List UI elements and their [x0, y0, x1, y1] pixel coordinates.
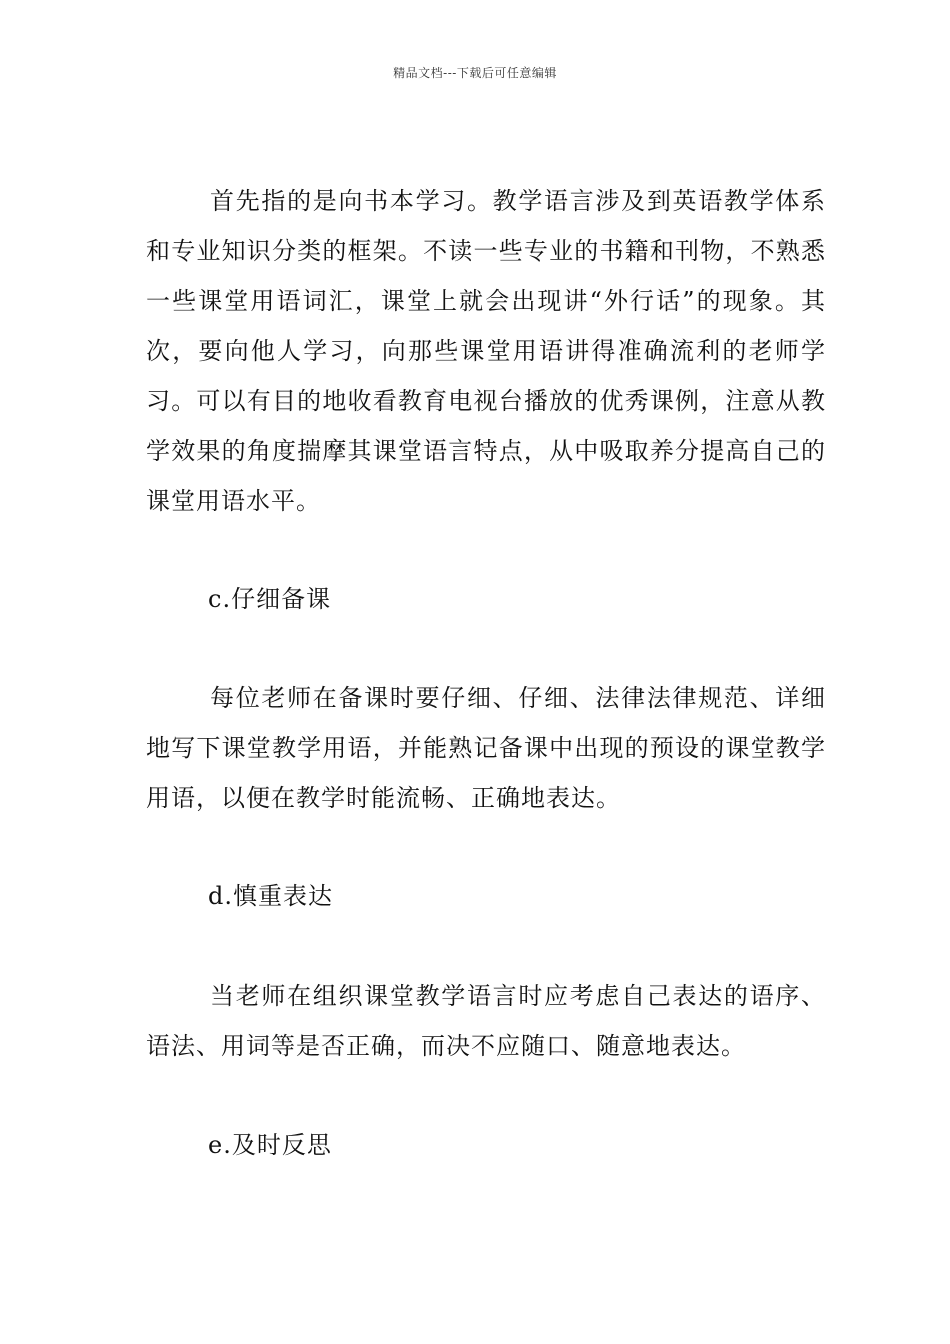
page-header-watermark: 精品文档---下载后可任意编辑: [393, 66, 557, 80]
paragraph-expression: 当老师在组织课堂教学语言时应考虑自己表达的语序、语法、用词等是否正确，而决不应随口、随意地表达。: [146, 982, 826, 1060]
section-heading-careful-expression: d.慎重表达: [208, 882, 333, 910]
paragraph-lesson-preparation: 每位老师在备课时要仔细、仔细、法律法律规范、详细地写下课堂教学用语，并能熟记备课中出现的预设的课堂教学用语，以便在教学时能流畅、正确地表达。: [146, 684, 826, 812]
section-heading-careful-preparation: c.仔细备课: [208, 585, 332, 613]
paragraph-learn-from-books: 首先指的是向书本学习。教学语言涉及到英语教学体系和专业知识分类的框架。不读一些专业的书籍和刊物，不熟悉一些课堂用语词汇，课堂上就会出现讲“外行话”的现象。其次，要向他人学习，向那些课堂用语讲得准确流利的老师学习。可以有目的地收看教育电视台播放的优秀课例，注意从教学效果的角度揣摩其课堂语言特点，从中吸取养分提高自己的课堂用语水平。: [146, 187, 826, 515]
section-heading-timely-reflection: e.及时反思: [208, 1131, 332, 1159]
